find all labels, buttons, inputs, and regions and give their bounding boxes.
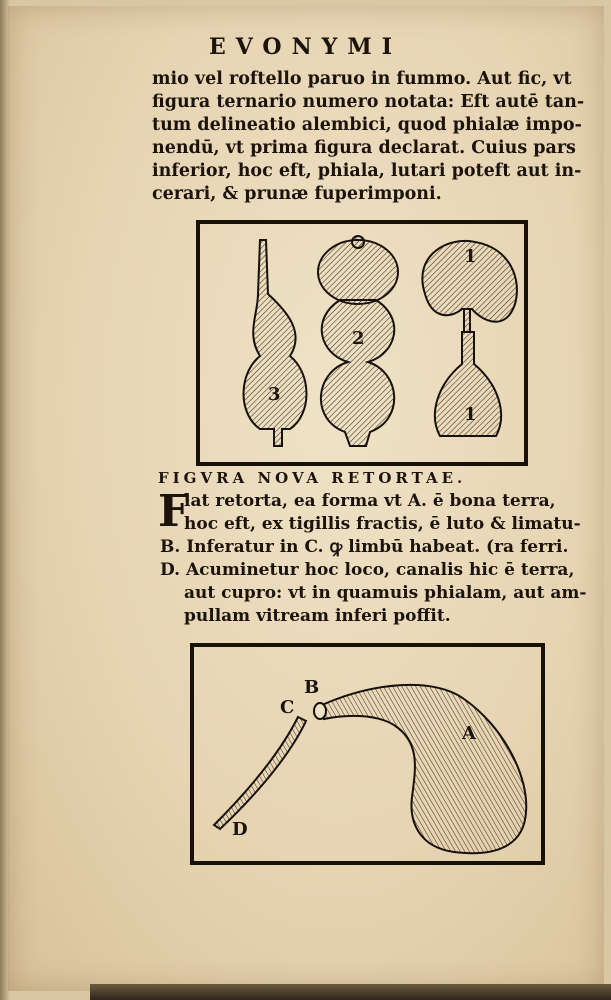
text-line: aut cupro: vt in quamuis phialam, aut am- [184, 583, 587, 603]
text-line: mio vel roftello paruo in fummo. Aut fic, vt [152, 69, 572, 89]
figure-label-C: C [280, 697, 295, 718]
figure-caption: FIGVRA NOVA RETORTAE. [158, 469, 467, 487]
text-line: D. Acuminetur hoc loco, canalis hic ē terra, [160, 560, 575, 580]
retort-mouth [314, 703, 326, 719]
text-line: nendū, vt prima figura declarat. Cuius pars [152, 138, 576, 158]
figure-label-D: D [232, 819, 248, 840]
running-header: EVONYMI [208, 34, 403, 60]
figure-label-1-top: 1 [464, 246, 477, 267]
figure-retort-frame [190, 643, 545, 865]
drop-cap: F [158, 486, 190, 537]
text-line: pullam vitream inferi poffit. [184, 606, 451, 626]
figure-label-A: A [462, 723, 476, 744]
top-paragraph [152, 68, 585, 206]
figure-label-B: B [304, 677, 320, 698]
second-paragraph [158, 486, 587, 628]
page-bottom-edge [90, 984, 611, 1000]
text-line: cerari, & prunæ fuperimponi. [152, 184, 442, 204]
figure-alembics-frame [196, 220, 528, 466]
text-line: tum delineatio alembici, quod phialæ impo- [152, 115, 582, 135]
text-line: inferior, hoc eft, phiala, lutari poteft aut in- [152, 161, 582, 181]
text-line: figura ternario numero notata: Eft autē tan- [152, 92, 585, 112]
vessel-left [244, 240, 307, 446]
figure-label-2: 2 [352, 328, 365, 349]
text-line: lat retorta, ea forma vt A. ē bona terra, [184, 491, 556, 511]
figure-label-1-bottom: 1 [464, 404, 477, 425]
text-line: hoc eft, ex tigillis fractis, ē luto & limatu- [184, 514, 581, 534]
retort-spout [214, 717, 306, 829]
text-line: B. Inferatur in C. ꝙ limbū habeat. (ra ferri. [160, 537, 569, 557]
retort-body [322, 685, 526, 853]
page-gutter-shadow [0, 0, 10, 1000]
figure-label-3: 3 [268, 384, 281, 405]
